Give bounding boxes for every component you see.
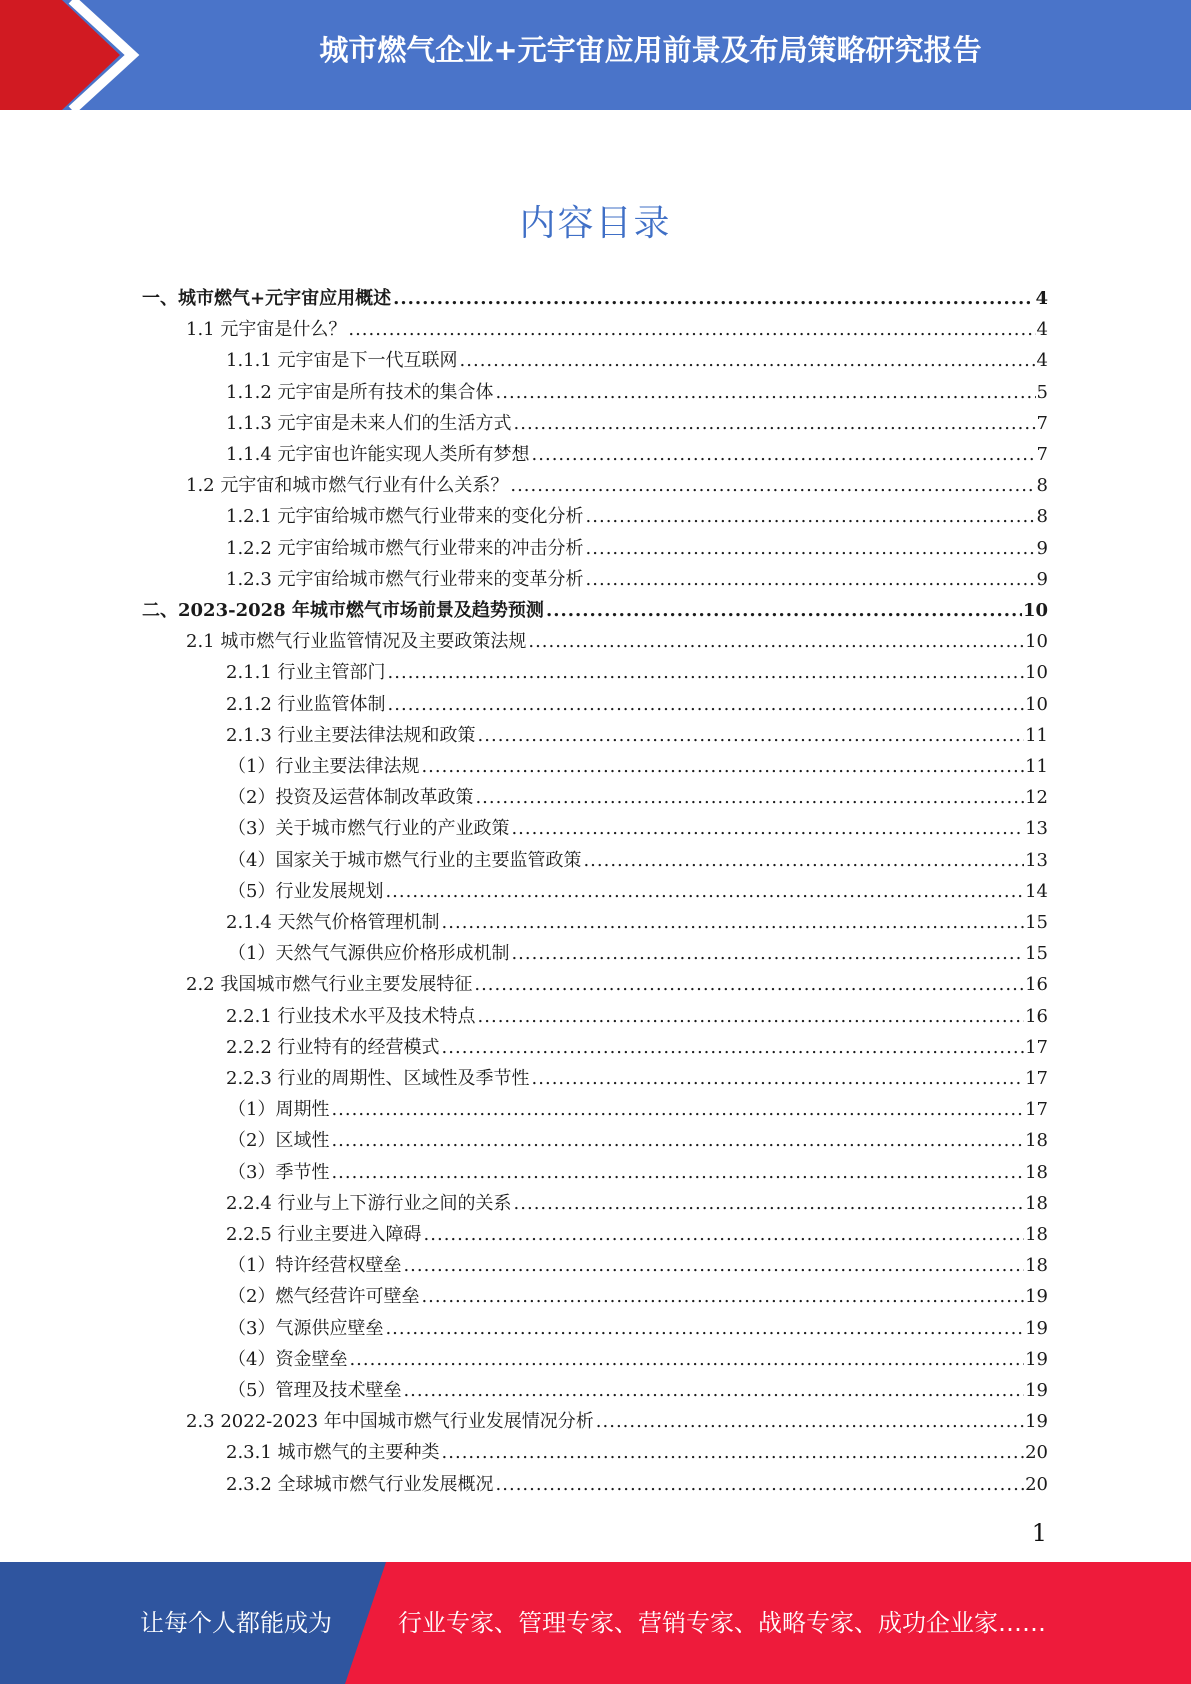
toc-entry-label: 1.2 元宇宙和城市燃气行业有什么关系？ [186, 475, 509, 496]
toc-leader-dots [474, 974, 1024, 995]
toc-entry[interactable] [228, 846, 1048, 877]
toc-entry-label: （2）区域性 [228, 1130, 330, 1151]
toc-entry[interactable] [226, 658, 1048, 689]
toc-leader-dots [349, 1349, 1024, 1370]
footer-slogan-right: 行业专家、管理专家、营销专家、战略专家、成功企业家…… [398, 1609, 1046, 1637]
report-header [0, 0, 1191, 110]
toc-entry-page: 10 [1025, 631, 1048, 652]
toc-entry-page: 10 [1022, 600, 1048, 621]
toc-entry[interactable] [228, 877, 1048, 908]
toc-entry-page: 18 [1025, 1224, 1048, 1245]
toc-entry-label: 2.3.2 全球城市燃气行业发展概况 [226, 1474, 494, 1495]
toc-entry-label: 2.2 我国城市燃气行业主要发展特征 [186, 974, 473, 995]
toc-entry[interactable] [186, 315, 1048, 346]
toc-entry-page: 4 [1036, 350, 1048, 371]
toc-entry[interactable] [226, 534, 1048, 565]
toc-entry-page: 13 [1025, 850, 1048, 871]
toc-leader-dots [331, 1130, 1024, 1151]
toc-entry[interactable] [228, 1345, 1048, 1376]
toc-entry[interactable] [228, 1095, 1048, 1126]
toc-entry-label: 1.1.1 元宇宙是下一代互联网 [226, 350, 458, 371]
toc-entry-label: 2.2.3 行业的周期性、区域性及季节性 [226, 1068, 530, 1089]
report-title: 城市燃气企业+元宇宙应用前景及布局策略研究报告 [319, 33, 982, 67]
toc-entry-label: 1.1.3 元宇宙是未来人们的生活方式 [226, 413, 512, 434]
toc-entry-label: 2.2.4 行业与上下游行业之间的关系 [226, 1193, 512, 1214]
toc-entry-label: 2.2.1 行业技术水平及技术特点 [226, 1006, 476, 1027]
toc-entry[interactable] [228, 1282, 1048, 1313]
toc-entry-label: 2.1.2 行业监管体制 [226, 694, 386, 715]
toc-entry-page: 4 [1035, 288, 1048, 309]
toc-entry-page: 10 [1025, 694, 1048, 715]
toc-leader-dots [510, 475, 1035, 496]
toc-leader-dots [496, 382, 1036, 403]
toc-entry-page: 16 [1025, 974, 1048, 995]
toc-heading: 内容目录 [519, 203, 672, 244]
toc-leader-dots [385, 881, 1024, 902]
toc-leader-dots [546, 600, 1022, 621]
toc-entry-label: 二、2023-2028 年城市燃气市场前景及趋势预测 [142, 600, 544, 621]
toc-leader-dots [583, 850, 1024, 871]
toc-entry-label: （3）关于城市燃气行业的产业政策 [228, 818, 510, 839]
toc-entry-page: 17 [1025, 1099, 1048, 1120]
toc-entry[interactable] [186, 471, 1048, 502]
toc-leader-dots [532, 1068, 1025, 1089]
toc-entry-label: 2.1.4 天然气价格管理机制 [226, 912, 440, 933]
toc-entry-page: 4 [1036, 319, 1048, 340]
toc-entry[interactable] [226, 908, 1048, 939]
toc-entry-label: （2）投资及运营体制改革政策 [228, 787, 474, 808]
toc-leader-dots [424, 1224, 1025, 1245]
toc-leader-dots [532, 444, 1036, 465]
toc-entry-page: 18 [1025, 1193, 1048, 1214]
toc-entry[interactable] [226, 1438, 1048, 1469]
toc-leader-dots [331, 1099, 1024, 1120]
toc-entry[interactable] [228, 1251, 1048, 1282]
toc-entry[interactable] [226, 1189, 1048, 1220]
toc-entry-label: 1.1.2 元宇宙是所有技术的集合体 [226, 382, 494, 403]
toc-entry[interactable] [142, 284, 1048, 315]
toc-entry-label: 2.1.3 行业主要法律法规和政策 [226, 725, 476, 746]
toc-entry[interactable] [226, 721, 1048, 752]
toc-leader-dots [460, 350, 1036, 371]
toc-entry-label: （4）资金壁垒 [228, 1349, 348, 1370]
toc-entry-page: 17 [1025, 1037, 1048, 1058]
toc-entry-page: 18 [1025, 1162, 1048, 1183]
toc-entry[interactable] [228, 939, 1048, 970]
toc-entry-page: 19 [1025, 1286, 1048, 1307]
toc-entry-page: 15 [1025, 943, 1048, 964]
toc-entry-page: 20 [1025, 1474, 1048, 1495]
toc-entry-label: 1.2.3 元宇宙给城市燃气行业带来的变革分析 [226, 569, 584, 590]
toc-entry-label: （3）季节性 [228, 1162, 330, 1183]
toc-leader-dots [478, 725, 1025, 746]
toc-entry[interactable] [186, 1407, 1048, 1438]
toc-entry-page: 12 [1025, 787, 1048, 808]
report-footer [0, 1562, 1191, 1684]
toc-leader-dots [496, 1474, 1025, 1495]
toc-entry-page: 11 [1025, 756, 1048, 777]
toc-entry-page: 9 [1036, 569, 1048, 590]
toc-leader-dots [514, 1193, 1025, 1214]
toc-leader-dots [514, 413, 1036, 434]
toc-entry[interactable] [226, 565, 1048, 596]
toc-entry[interactable] [226, 378, 1048, 409]
toc-entry[interactable] [186, 970, 1048, 1001]
toc-entry-label: 2.1.1 行业主管部门 [226, 662, 386, 683]
toc-entry[interactable] [226, 502, 1048, 533]
toc-entry-label: （4）国家关于城市燃气行业的主要监管政策 [228, 850, 582, 871]
toc-entry-page: 7 [1036, 444, 1048, 465]
toc-leader-dots [388, 662, 1025, 683]
toc-leader-dots [421, 1286, 1024, 1307]
toc-entry-label: 2.2.5 行业主要进入障碍 [226, 1224, 422, 1245]
toc-entry-label: （1）天然气气源供应价格形成机制 [228, 943, 510, 964]
toc-entry-page: 18 [1025, 1255, 1048, 1276]
toc-entry[interactable] [228, 752, 1048, 783]
toc-leader-dots [586, 569, 1036, 590]
toc-entry-page: 8 [1036, 506, 1048, 527]
toc-entry[interactable] [228, 783, 1048, 814]
toc-entry[interactable] [226, 1220, 1048, 1251]
toc-entry[interactable] [226, 1033, 1048, 1064]
toc-entry[interactable] [226, 1470, 1048, 1501]
toc-entry-label: 2.2.2 行业特有的经营模式 [226, 1037, 440, 1058]
toc-entry-label: 2.1 城市燃气行业监管情况及主要政策法规 [186, 631, 527, 652]
toc-leader-dots [442, 912, 1025, 933]
toc-entry-page: 13 [1025, 818, 1048, 839]
toc-entry-label: （1）特许经营权壁垒 [228, 1255, 402, 1276]
toc-entry-page: 19 [1025, 1411, 1048, 1432]
toc-entry[interactable] [226, 409, 1048, 440]
toc-entry[interactable] [226, 1002, 1048, 1033]
toc-entry[interactable] [228, 1376, 1048, 1407]
toc-entry[interactable] [228, 1126, 1048, 1157]
toc-leader-dots [596, 1411, 1024, 1432]
toc-leader-dots [528, 631, 1024, 652]
toc-entry-label: （1）周期性 [228, 1099, 330, 1120]
toc-leader-dots [385, 1318, 1024, 1339]
toc-entry[interactable] [226, 690, 1048, 721]
toc-entry-label: （3）气源供应壁垒 [228, 1318, 384, 1339]
toc-entry-page: 7 [1036, 413, 1048, 434]
toc-entry-page: 16 [1025, 1006, 1048, 1027]
toc-leader-dots [442, 1037, 1025, 1058]
toc-entry[interactable] [228, 1314, 1048, 1345]
toc-entry-label: （2）燃气经营许可壁垒 [228, 1286, 420, 1307]
toc-entry-page: 10 [1025, 662, 1048, 683]
toc-entry[interactable] [226, 440, 1048, 471]
toc-entry[interactable] [226, 1064, 1048, 1095]
toc-entry-page: 19 [1025, 1380, 1048, 1401]
toc-leader-dots [586, 538, 1036, 559]
toc-leader-dots [586, 506, 1036, 527]
toc-entry-label: 1.1.4 元宇宙也许能实现人类所有梦想 [226, 444, 530, 465]
toc-entry[interactable] [228, 1158, 1048, 1189]
toc-entry[interactable] [226, 346, 1048, 377]
toc-leader-dots [393, 288, 1034, 309]
toc-entry-page: 20 [1025, 1442, 1048, 1463]
toc-entry-page: 18 [1025, 1130, 1048, 1151]
toc-leader-dots [475, 787, 1024, 808]
toc-entry-page: 17 [1025, 1068, 1048, 1089]
toc-entry-label: （5）行业发展规划 [228, 881, 384, 902]
toc-entry-label: 2.3 2022-2023 年中国城市燃气行业发展情况分析 [186, 1411, 594, 1432]
toc-entry[interactable] [228, 814, 1048, 845]
toc-leader-dots [511, 818, 1024, 839]
toc-leader-dots [442, 1442, 1025, 1463]
toc-entry-page: 5 [1036, 382, 1048, 403]
toc-entry-page: 11 [1025, 725, 1048, 746]
toc-entry[interactable] [186, 627, 1048, 658]
toc-leader-dots [403, 1255, 1024, 1276]
toc-entry-label: （1）行业主要法律法规 [228, 756, 420, 777]
footer-slogan-left: 让每个人都能成为 [140, 1609, 332, 1637]
page-number: 1 [1031, 1519, 1047, 1547]
toc-entry-page: 8 [1036, 475, 1048, 496]
toc-entry-label: 1.2.1 元宇宙给城市燃气行业带来的变化分析 [226, 506, 584, 527]
toc-leader-dots [388, 694, 1025, 715]
toc-entry-label: 1.2.2 元宇宙给城市燃气行业带来的冲击分析 [226, 538, 584, 559]
toc-entry-page: 14 [1025, 881, 1048, 902]
toc-entry-page: 9 [1036, 538, 1048, 559]
toc-leader-dots [403, 1380, 1024, 1401]
toc-leader-dots [421, 756, 1024, 777]
toc-entry-label: （5）管理及技术壁垒 [228, 1380, 402, 1401]
toc-entry-page: 15 [1025, 912, 1048, 933]
toc-leader-dots [478, 1006, 1025, 1027]
toc-entry-page: 19 [1025, 1349, 1048, 1370]
toc-entry-label: 1.1 元宇宙是什么？ [186, 319, 347, 340]
toc-entry-label: 一、城市燃气+元宇宙应用概述 [142, 288, 392, 309]
toc-entry-label: 2.3.1 城市燃气的主要种类 [226, 1442, 440, 1463]
toc-entry[interactable] [142, 596, 1048, 627]
toc-leader-dots [348, 319, 1035, 340]
toc-leader-dots [331, 1162, 1024, 1183]
toc-leader-dots [511, 943, 1024, 964]
toc-entry-page: 19 [1025, 1318, 1048, 1339]
